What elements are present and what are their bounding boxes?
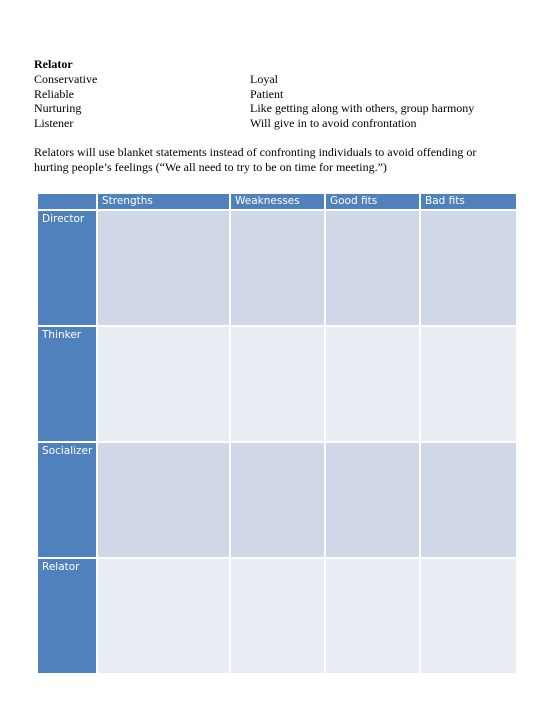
table-cell[interactable] [98, 559, 229, 673]
trait-item: Patient [250, 86, 284, 101]
row-header-socializer: Socializer [38, 443, 96, 557]
table-cell[interactable] [98, 327, 229, 441]
column-header-weaknesses: Weaknesses [231, 194, 324, 209]
trait-item: Conservative [34, 72, 98, 86]
trait-item: Nurturing [34, 101, 82, 115]
table-cell[interactable] [421, 443, 516, 557]
trait-item: Reliable [34, 86, 74, 101]
row-header-director: Director [38, 211, 96, 325]
table-cell[interactable] [231, 559, 324, 673]
table-cell[interactable] [326, 211, 419, 325]
row-header-relator: Relator [38, 559, 96, 673]
table-cell[interactable] [326, 327, 419, 441]
trait-item: Loyal [250, 72, 278, 86]
table-cell[interactable] [98, 443, 229, 557]
traits-left-column [34, 72, 97, 130]
table-row [38, 443, 516, 557]
row-header-thinker: Thinker [38, 327, 96, 441]
description-line: Relators will use blanket statements instead of confronting individuals to avoid offending or [34, 145, 477, 159]
table-cell[interactable] [98, 211, 229, 325]
trait-item: Will give in to avoid confrontation [250, 115, 417, 130]
table-cell[interactable] [326, 443, 419, 557]
table-cell[interactable] [326, 559, 419, 673]
column-header-good-fits: Good fits [326, 194, 419, 209]
table-row [38, 327, 516, 441]
personality-fit-table [36, 192, 518, 675]
table-cell[interactable] [421, 211, 516, 325]
table-cell[interactable] [421, 327, 516, 441]
traits-right-column [250, 72, 474, 130]
trait-item: Listener [34, 115, 74, 130]
table-row [38, 559, 516, 673]
column-header-bad-fits: Bad fits [421, 194, 516, 209]
table-corner-cell [38, 194, 96, 209]
table-cell[interactable] [231, 327, 324, 441]
table-cell[interactable] [231, 443, 324, 557]
profile-title: Relator [34, 57, 73, 71]
table-cell[interactable] [231, 211, 324, 325]
description-line: hurting people’s feelings (“We all need to try to be on time for meeting.”) [34, 160, 387, 174]
table-header-row [38, 194, 516, 209]
column-header-strengths: Strengths [98, 194, 229, 209]
table-row [38, 211, 516, 325]
trait-item: Like getting along with others, group harmony [250, 101, 475, 115]
table-cell[interactable] [421, 559, 516, 673]
description-paragraph [34, 145, 504, 175]
